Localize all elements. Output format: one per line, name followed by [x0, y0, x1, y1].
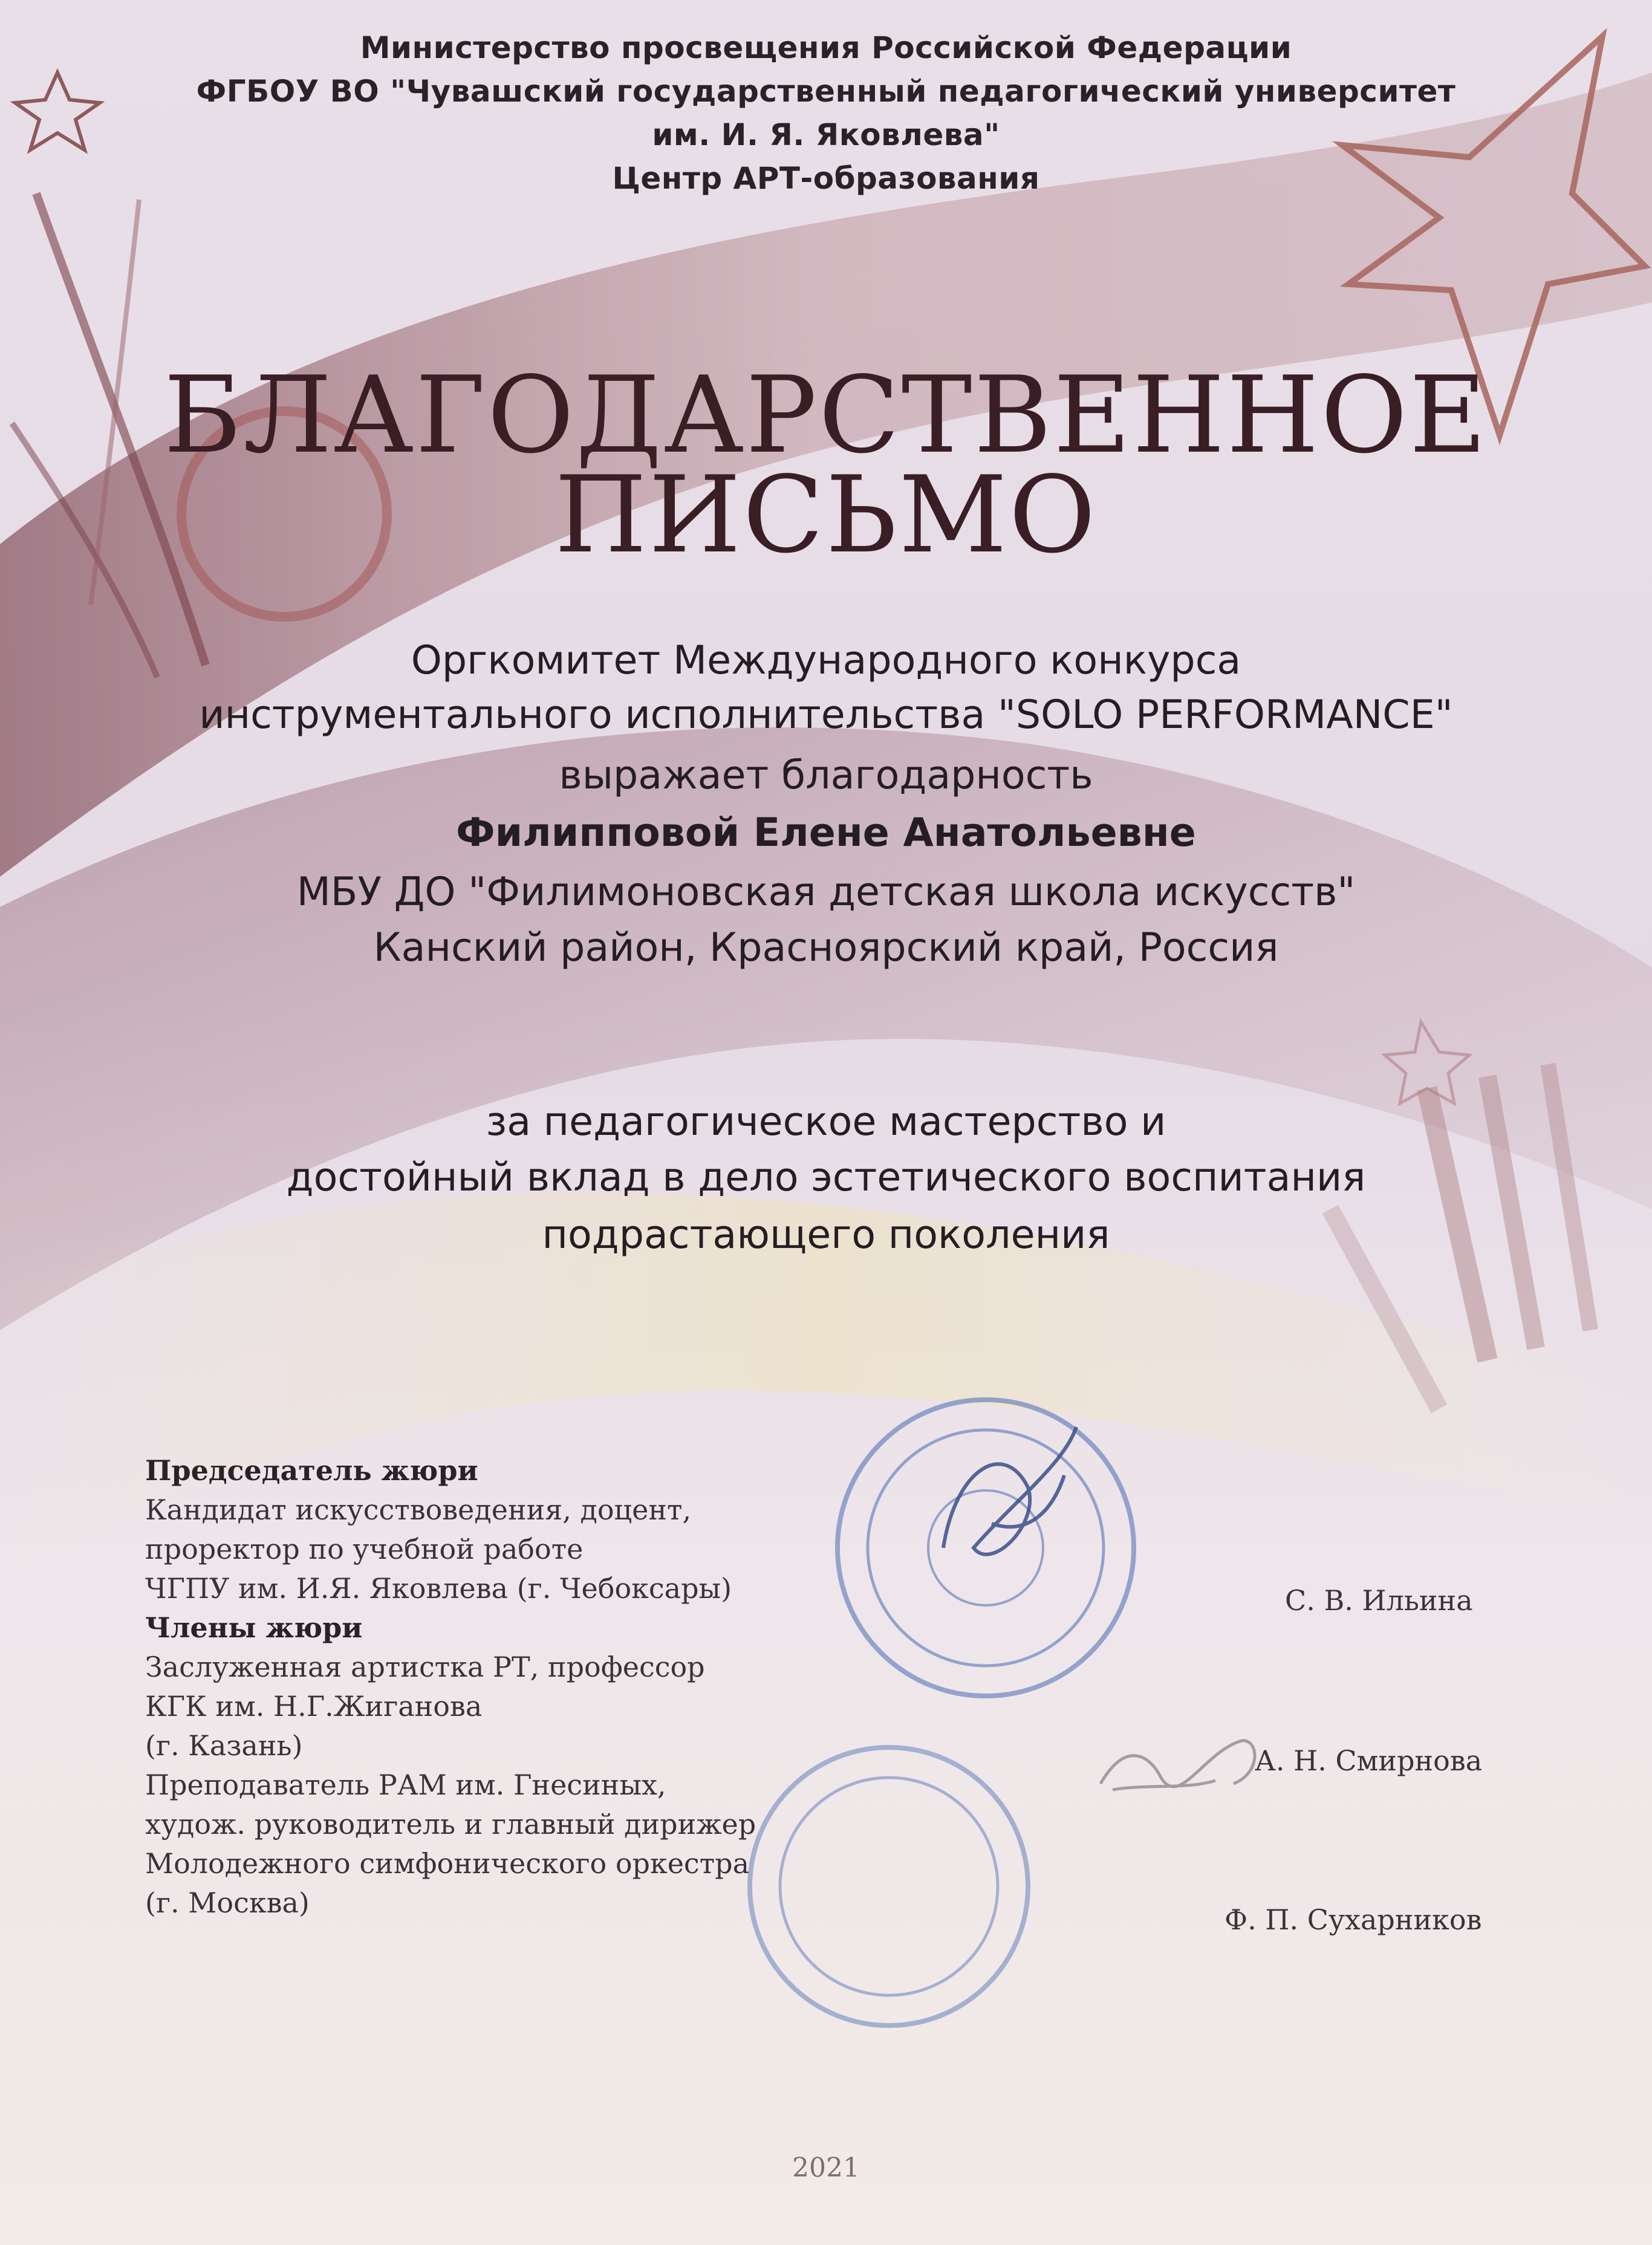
body-contest: инструментального исполнительства "SOLO PERFORMANCE"	[199, 692, 1453, 738]
body-organizer: Оргкомитет Международного конкурса	[411, 638, 1241, 683]
jury-chair-heading: Председатель жюри	[145, 1454, 478, 1487]
jury-member-line: КГК им. Н.Г.Жиганова	[145, 1690, 483, 1723]
jury-member-line: Преподаватель РАМ им. Гнесиных,	[145, 1769, 666, 1801]
jury-member-line: (г. Москва)	[145, 1886, 310, 1919]
header-center: Центр АРТ-образования	[612, 161, 1040, 196]
recipient-institution: МБУ ДО "Филимоновская детская школа искусств"	[296, 869, 1356, 915]
reason-line-3: подрастающего поколения	[542, 1212, 1110, 1258]
body-thanks: выражает благодарность	[559, 753, 1093, 798]
header-university: ФГБОУ ВО "Чувашский государственный педагогический университет	[196, 74, 1456, 109]
jury-member-line: худож. руководитель и главный дирижер	[145, 1808, 756, 1841]
jury-members-heading: Члены жюри	[145, 1611, 363, 1644]
signature-member-2-name: Ф. П. Сухарников	[1224, 1903, 1482, 1936]
reason-line-1: за педагогическое мастерство и	[486, 1099, 1166, 1145]
header-ministry: Министерство просвещения Российской Федерации	[360, 30, 1292, 65]
jury-chair-line: Кандидат искусствоведения, доцент,	[145, 1493, 692, 1526]
title-line-1: БЛАГОДАРСТВЕННОЕ	[163, 354, 1489, 477]
jury-chair-line: проректор по учебной работе	[145, 1533, 584, 1565]
title-line-2: ПИСЬМО	[554, 454, 1098, 577]
reason-line-2: достойный вклад в дело эстетического воспитания	[286, 1155, 1366, 1200]
recipient-name: Филипповой Елене Анатольевне	[456, 810, 1196, 856]
recipient-location: Канский район, Красноярский край, Россия	[373, 925, 1279, 970]
header-university-name: им. И. Я. Яковлева"	[652, 117, 1000, 152]
signature-member-1-name: А. Н. Смирнова	[1255, 1744, 1483, 1777]
jury-member-line: (г. Казань)	[145, 1729, 303, 1762]
jury-member-line: Молодежного симфонического оркестра	[145, 1847, 750, 1880]
signature-chair-name: С. В. Ильина	[1285, 1584, 1473, 1617]
jury-member-line: Заслуженная артистка РТ, профессор	[145, 1651, 705, 1683]
jury-chair-line: ЧГПУ им. И.Я. Яковлева (г. Чебоксары)	[145, 1572, 732, 1605]
certificate-year: 2021	[792, 2152, 860, 2183]
